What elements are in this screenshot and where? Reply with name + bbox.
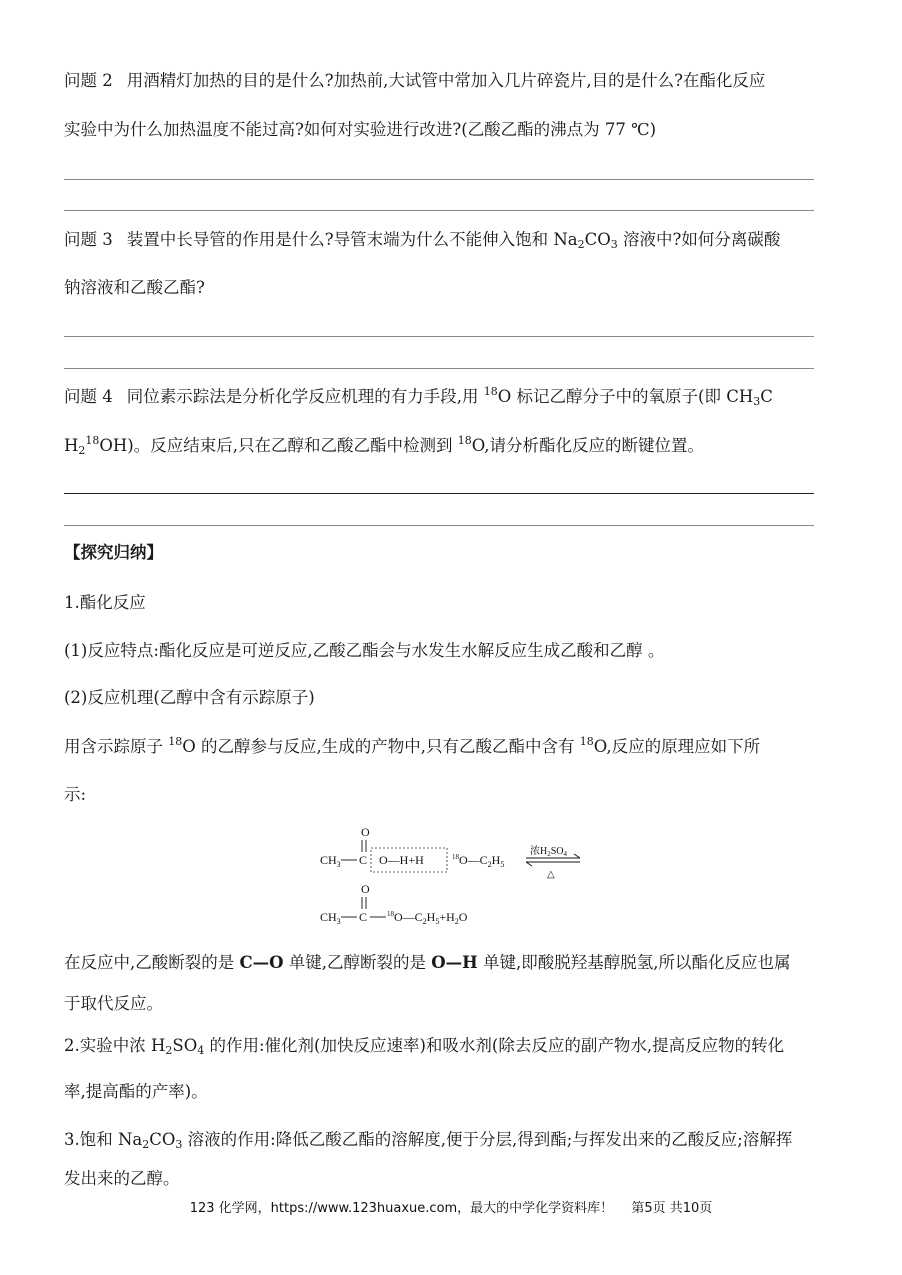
ethanol-18o: $^{18}O—C_2H_5$ (452, 853, 505, 869)
section-3-line-2: 发出来的乙醇。 (64, 1169, 180, 1188)
answer-line (64, 368, 814, 369)
question-3-line-1: 问题 3 装置中长导管的作用是什么?导管末端为什么不能伸入饱和 $Na_2CO_3$ 溶液中?如何分离碳酸 (64, 230, 781, 251)
section-3-line-1: 3.饱和 $Na_2CO_3$ 溶液的作用:降低乙酸乙酯的溶解度,便于分层,得到酯;与挥发出来的乙酸反应;溶解挥 (64, 1130, 793, 1151)
broken-groups: O—H+H (379, 853, 424, 867)
question-2-line-2: 实验中为什么加热温度不能过高?如何对实验进行改进?(乙酸乙酯的沸点为 77 ℃) (64, 120, 657, 139)
question-2-line-1: 问题 2 用酒精灯加热的目的是什么?加热前,大试管中常加入几片碎瓷片,目的是什么?在酯化反应 (64, 71, 766, 90)
page-footer (0, 1197, 902, 1216)
esterification-equation (300, 820, 600, 935)
product-ester-tail: $^{18}O—C_2H_5+H_2O$ (387, 910, 468, 926)
methyl-group: $CH_3$ (320, 853, 341, 869)
answer-line (64, 525, 814, 526)
condition-catalyst: 浓$H_2SO_4$ (530, 846, 568, 858)
condition-heat: △ (547, 869, 555, 880)
section-2-line-1: 2.实验中浓 $H_2SO_4$ 的作用:催化剂(加快反应速率)和吸水剂(除去反应的副产物水,提高反应物的转化 (64, 1036, 785, 1057)
product-methyl: $CH_3$ (320, 910, 341, 926)
question-4-label: 问题 4 (64, 387, 113, 406)
answer-line (64, 493, 814, 494)
section-1-point-1: (1)反应特点:酯化反应是可逆反应,乙酸乙酯会与水发生水解反应生成乙酸和乙醇 。 (64, 641, 665, 660)
question-3-line-2: 钠溶液和乙酸乙酯? (64, 278, 205, 297)
footer-site-text: 123 化学网，https://www.123huaxue.com，最大的中学化学资料库！ (189, 1201, 614, 1216)
answer-line (64, 336, 814, 337)
answer-line (64, 179, 814, 180)
section-1-title: 1.酯化反应 (64, 593, 146, 612)
carbon-atom: C (359, 853, 368, 867)
question-3-label: 问题 3 (64, 230, 113, 249)
question-2-label: 问题 2 (64, 71, 113, 90)
question-4-line-1: 问题 4 同位素示踪法是分析化学反应机理的有力手段,用 $^{18}$O 标记乙醇分子中的氧原子(即 $CH_3C$ (64, 385, 773, 408)
page-number: 第5页 共10页 (631, 1201, 713, 1216)
question-4-line-2: $H_2^{18}OH$)。反应结束后,只在乙醇和乙酸乙酯中检测到 $^{18}$O,请分析酯化反应的断键位置。 (64, 434, 705, 457)
bond-explanation-line-2: 于取代反应。 (64, 994, 163, 1013)
summary-heading: 【探究归纳】 (64, 543, 163, 562)
answer-line (64, 210, 814, 211)
section-1-paragraph: 用含示踪原子 $^{18}$O 的乙醇参与反应,生成的产物中,只有乙酸乙酯中含有 $^{18}$O,反应的原理应如下所 (64, 735, 761, 756)
section-1-point-2: (2)反应机理(乙醇中含有示踪原子) (64, 688, 315, 707)
section-2-line-2: 率,提高酯的产率)。 (64, 1082, 208, 1101)
carbonyl-oxygen-product: O (361, 882, 370, 896)
carbonyl-oxygen: O (361, 825, 370, 839)
bond-explanation-line-1: 在反应中,乙酸断裂的是 C—O 单键,乙醇断裂的是 O—H 单键,即酸脱羟基醇脱氢,所以酯化反应也属 (64, 953, 791, 972)
product-carbon: C (359, 910, 368, 924)
section-1-paragraph-end: 示: (64, 785, 87, 804)
